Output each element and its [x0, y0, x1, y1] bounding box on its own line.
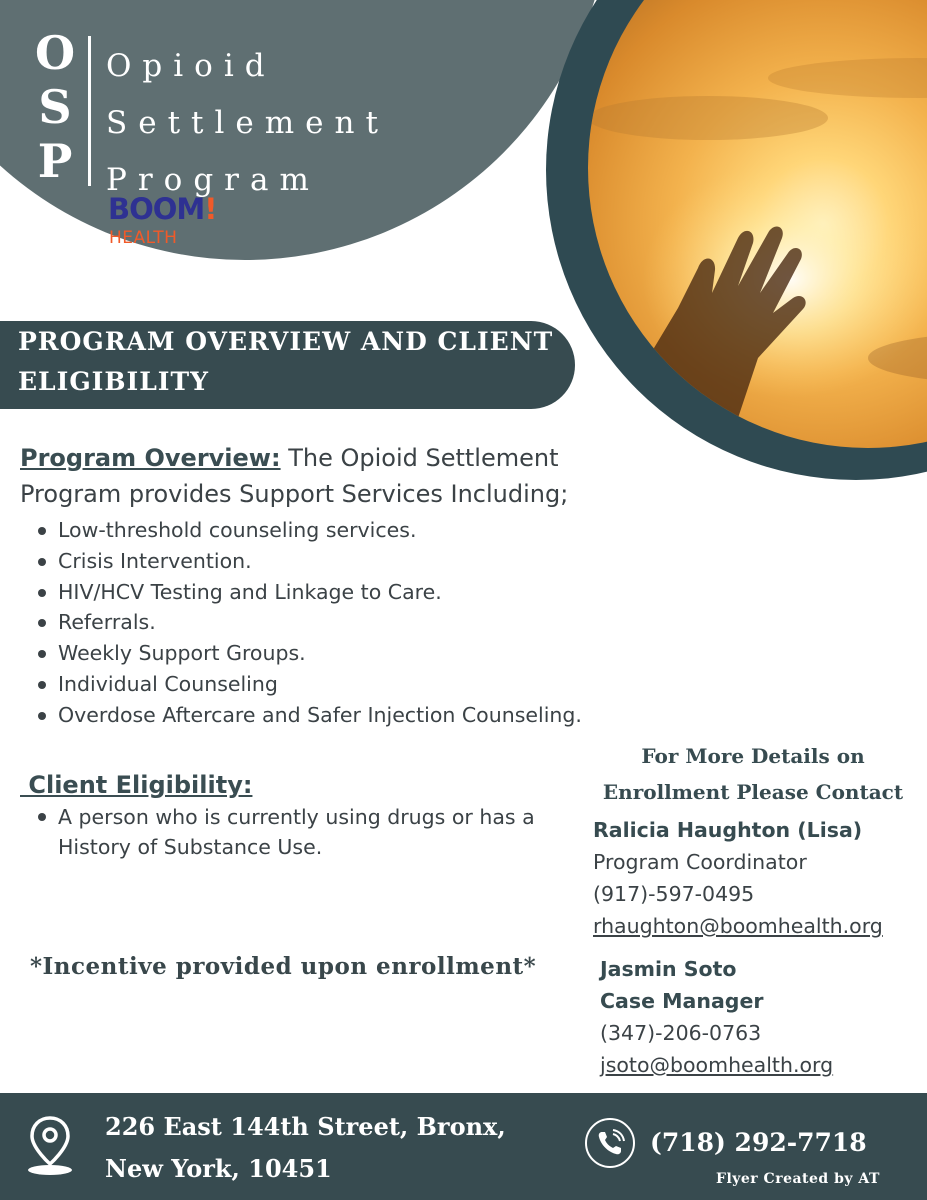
phone-icon-glyph [587, 1120, 633, 1166]
contact-name: Ralicia Haughton (Lisa) [593, 818, 863, 842]
list-item: Weekly Support Groups. [36, 638, 636, 669]
logo-boom-text: BOOM [108, 192, 205, 226]
contact-card-case-manager [600, 953, 833, 1081]
section-title: PROGRAM OVERVIEW AND CLIENT ELIGIBILITY [18, 327, 554, 396]
program-name-line: Settlement [106, 105, 389, 141]
list-item: Low-threshold counseling services. [36, 515, 636, 546]
logo-boom-mark: ! [204, 192, 217, 226]
contact-role: Program Coordinator [593, 850, 807, 874]
contact-name: Jasmin Soto [600, 957, 737, 981]
contact-email-link[interactable]: jsoto@boomhealth.org [600, 1053, 834, 1077]
osp-letter: O [34, 26, 76, 80]
address-line: 226 East 144th Street, Bronx, [105, 1112, 506, 1141]
contact-email-link[interactable]: rhaughton@boomhealth.org [593, 914, 883, 938]
logo-divider [88, 36, 91, 186]
program-overview [20, 440, 640, 512]
contact-phone[interactable]: (347)-206-0763 [600, 1021, 762, 1045]
list-item: Crisis Intervention. [36, 546, 636, 577]
contact-heading [588, 738, 918, 810]
eligibility-list [36, 802, 576, 862]
eligibility-heading: Client Eligibility: [20, 771, 253, 799]
program-name-line: Opioid [106, 48, 276, 84]
list-item: Individual Counseling [36, 669, 636, 700]
footer-phone[interactable]: (718) 292-7718 [650, 1128, 867, 1157]
list-item: HIV/HCV Testing and Linkage to Care. [36, 577, 636, 608]
contact-phone[interactable]: (917)-597-0495 [593, 882, 755, 906]
osp-letter: P [37, 134, 73, 188]
contact-role: Case Manager [600, 989, 764, 1013]
phone-icon [585, 1118, 635, 1168]
list-item: Overdose Aftercare and Safer Injection Counseling. [36, 700, 636, 731]
services-list [36, 515, 636, 731]
logo-health-text: HEALTH [109, 228, 178, 248]
overview-text: The Opioid Settlement Program provides Support Services Including; [20, 444, 569, 508]
flyer-credit: Flyer Created by AT [716, 1171, 880, 1187]
program-name [106, 38, 389, 209]
osp-logo-letters [32, 26, 78, 188]
program-name-line: Program [106, 162, 320, 198]
boom-health-logo [108, 194, 217, 224]
address-line: New York, 10451 [105, 1154, 332, 1183]
contact-heading-line: Enrollment Please Contact [602, 780, 904, 804]
list-item: Referrals. [36, 607, 636, 638]
contact-card-coordinator [593, 814, 883, 942]
location-pin-icon [24, 1114, 76, 1178]
contact-heading-line: For More Details on [641, 744, 865, 768]
footer-address [105, 1106, 506, 1190]
incentive-note: *Incentive provided upon enrollment* [30, 953, 537, 980]
overview-heading: Program Overview: [20, 444, 281, 472]
osp-letter: S [38, 80, 72, 134]
list-item: A person who is currently using drugs or has a History of Substance Use. [36, 802, 576, 862]
